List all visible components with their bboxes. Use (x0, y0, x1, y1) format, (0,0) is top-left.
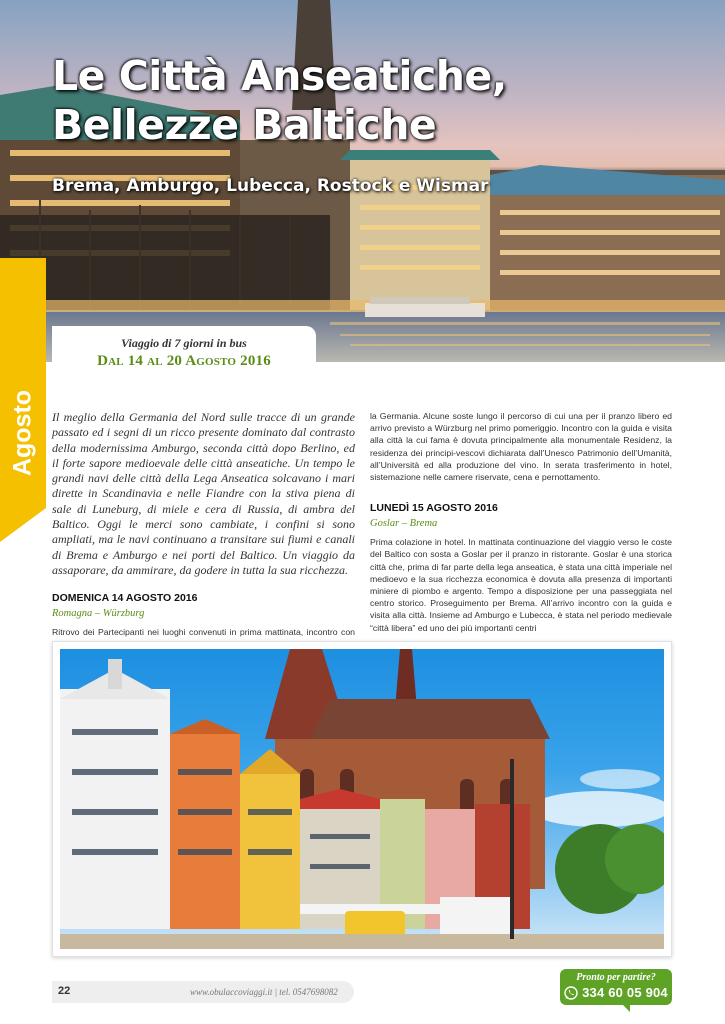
month-side-tab (0, 258, 46, 508)
day-1-route: Romagna – Würzburg (52, 608, 145, 620)
intro-paragraph: Il meglio della Germania del Nord sulle tracce di un grande passato ed i segni di un ricco presente dominato dal contrasto della modernissima Amburgo, seconda città dopo Berlino, ed il forte sapore medioevale delle città anseatiche. Un tempo le grandi navi delle città della Lega Anseatica solcavano i mari dirette in Scandinavia e nelle Fiandre con la stiva piena di sale di Luneburg, di miele e cera di Russia, di ambra del Baltico. Oggi le merci sono cambiate, i confini si sono ampliati, ma le navi continuano a transitare sui fiumi e canali di Brema e Amburgo e nei porti del Baltico. Un viaggio da assaporare, da ammirare, da godere in tutta la sua ricchezza. (52, 410, 355, 577)
cta-phone-row[interactable] (560, 985, 672, 1000)
month-label: Agosto (8, 389, 37, 477)
whatsapp-icon (564, 986, 578, 1000)
rostock-market-square-photo (60, 649, 664, 949)
title-line-2: Bellezze Baltiche (52, 101, 437, 149)
day-2-route: Goslar – Brema (370, 518, 438, 530)
trip-info-box (52, 326, 316, 376)
day-1-text-part2: la Germania. Alcune soste lungo il percorso di cui una per il pranzo libero ed arrivo previsto a Würzburg nel primo pomeriggio. Incontro con la guida e visita alla città la cui fama è dovuta principalmente alla monumentale Residenz, la residenza dei principi-vescovi dichiarata dall’Unesco Patrimonio dell’Umanità, all’Università ed alla produzione del vino. In serata trasferimento in hotel, sistemazione nelle camere riservate, cena e pernottamento. (370, 411, 672, 483)
trip-kind: Viaggio di 7 giorni in bus (121, 336, 247, 350)
day-2-title: LUNEDÌ 15 AGOSTO 2016 (370, 502, 498, 515)
hero-image (0, 0, 725, 362)
day-2-text: Prima colazione in hotel. In mattinata continuazione del viaggio verso le coste del Baltico con sosta a Goslar per il pranzo in ristorante. Goslar è una storica città che, prima di far parte della lega anseatica, è stata una città imperiale nel medioevo e la sua ricchezza economica è dovuta alla presenza di importanti miniere di piombo e argento. Tempo a disposizione per una passeggiata nel centro storico. Proseguimento per Brema. All’arrivo incontro con la guida e visita alla città. Insieme ad Amburgo e Lubecca, è stata nel periodo medievale “città libera” ed uno dei più importanti centri (370, 537, 672, 633)
page-subtitle: Brema, Amburgo, Lubecca, Rostock e Wismar (52, 176, 489, 196)
text-column-left (52, 410, 355, 651)
day-1-title: DOMENICA 14 AGOSTO 2016 (52, 592, 198, 605)
text-column-right (370, 410, 672, 634)
day-1-text-part1: Ritrovo dei Partecipanti nei luoghi convenuti in prima mattinata, incontro con (52, 627, 355, 638)
page-title (52, 52, 612, 150)
rostock-photo-illustration (60, 649, 664, 949)
photo-frame (52, 641, 672, 957)
cta-question: Pronto per partire? (576, 972, 656, 983)
trip-dates: Dal 14 al 20 Agosto 2016 (97, 353, 271, 369)
cta-phone-number[interactable]: 334 60 05 904 (582, 985, 668, 1000)
page-number: 22 (58, 985, 71, 997)
contact-cta-badge[interactable] (560, 969, 672, 1005)
title-line-1: Le Città Anseatiche, (52, 52, 507, 100)
footer-contact[interactable]: www.obulaccoviaggi.it | tel. 0547698082 (190, 987, 338, 997)
